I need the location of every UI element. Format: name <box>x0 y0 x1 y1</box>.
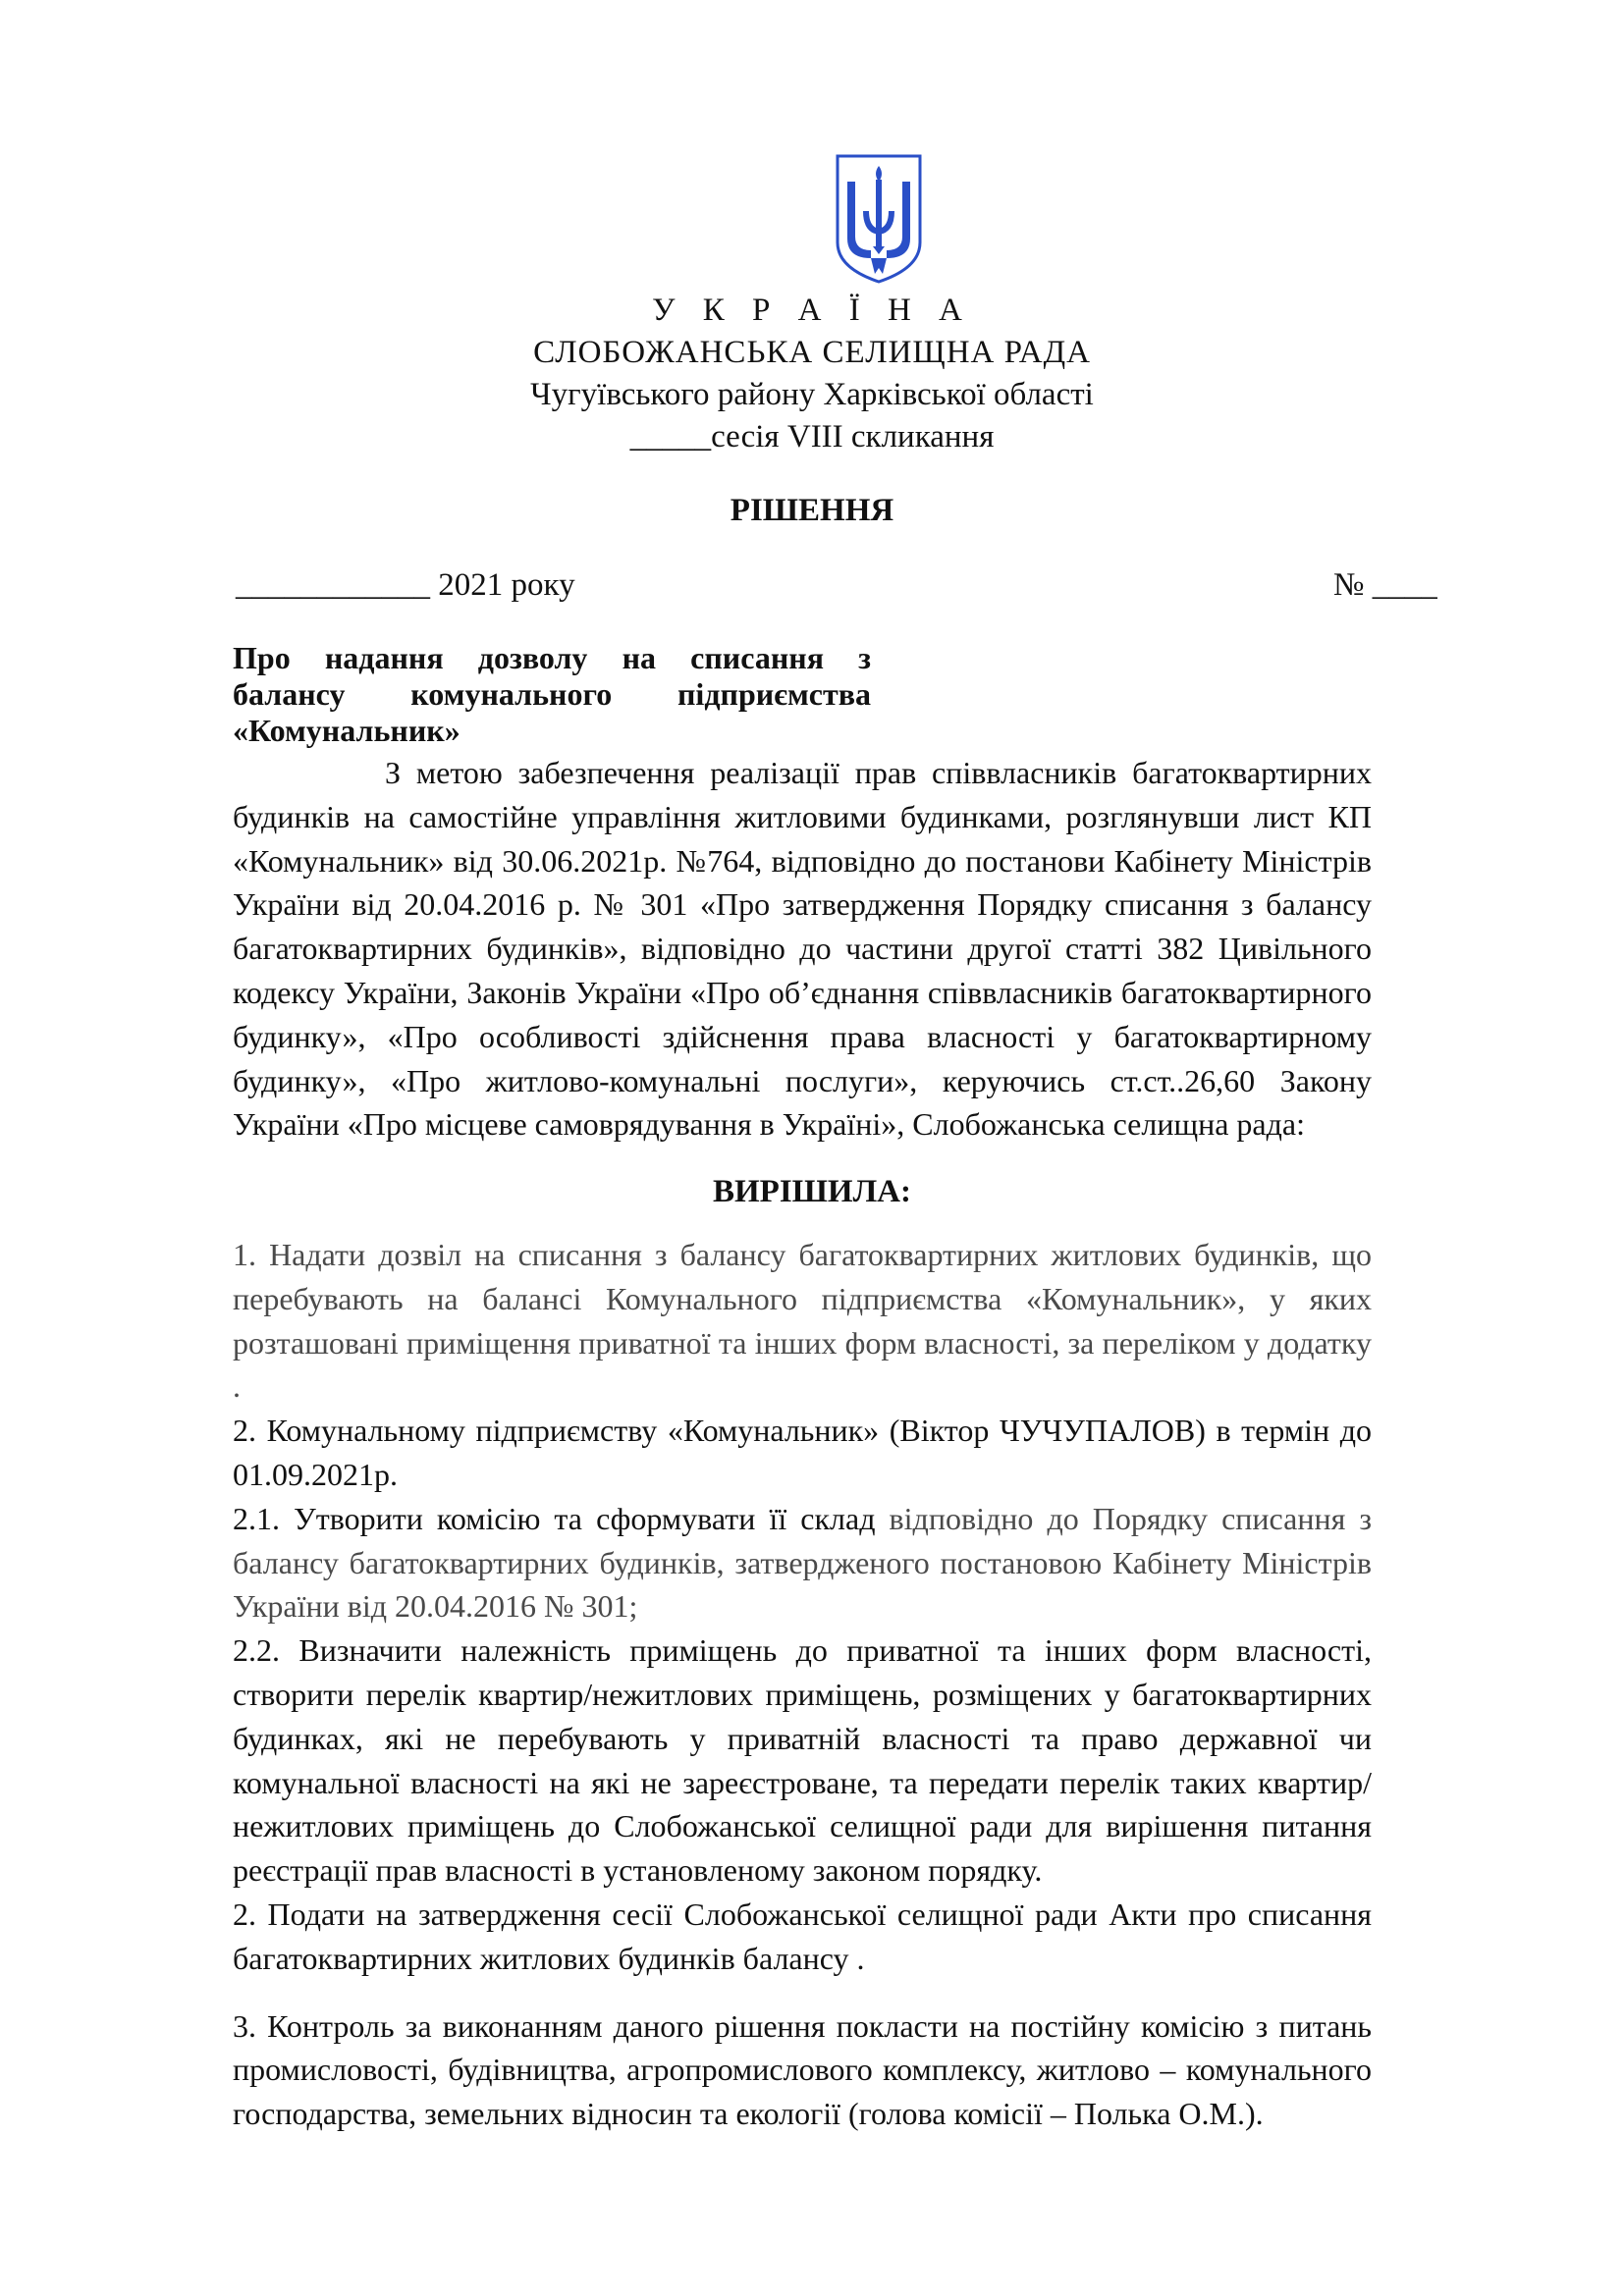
item-2-1 <box>233 1497 1372 1629</box>
subject-line-3: «Комунальник» <box>233 713 460 748</box>
session-line: _____сесія VIII скликання <box>629 419 995 454</box>
preamble-paragraph: З метою забезпечення реалізації прав співвласників багатоквартирних будинків на самостійне управління житловими будинками, розглянувши лист КП «Комунальник» від 30.06.2021р. №764, відповідно до постанови Кабінету Міністрів України від 20.04.2016 р. № 301 «Про затвердження Порядку списання з балансу багатоквартирних будинків», відповідно до частини другої статті 382 Цивільного кодексу України, Законів України «Про об’єднання співвласників багатоквартирного будинку», «Про особливості здійснення права власності у багатоквартирному будинку», «Про житлово-комунальні послуги», керуючись ст.ст..26,60 Закону України «Про місцеве самоврядування в Україні», Слобожанська селищна рада: <box>233 755 1372 1143</box>
subject-line-2: балансу комунального підприємства <box>233 676 871 712</box>
item-3: 3. Контроль за виконанням даного рішення покласти на постійну комісію з питань промисловості, будівництва, агропромислового комплексу, житлово – комунального господарства, земельних відносин та екології (голова комісії – Полька О.М.). <box>233 2007 1372 2132</box>
council-name: СЛОБОЖАНСЬКА СЕЛИЩНА РАДА <box>533 335 1091 370</box>
item-2-1-rest: відповідно до Порядку списання з балансу багатоквартирних будинків, затвердженого постановою Кабінету Міністрів України від 20.04.2016 № 301; <box>233 1500 1373 1625</box>
item-2-1-lead: 2.1. Утворити комісію та сформувати її склад <box>233 1500 876 1536</box>
decision-date: ____________ 2021 року <box>236 567 575 603</box>
item-1: 1. Надати дозвіл на списання з балансу багатоквартирних житлових будинків, що перебувають на балансі Комунального підприємства «Комунальник», у яких розташовані приміщення приватної та інших форм власності, за переліком у додатку . <box>233 1237 1372 1405</box>
item-2-3: 2. Подати на затвердження сесії Слобожанської селищної ради Акти про списання багатоквартирних житлових будинків балансу . <box>233 1896 1372 1976</box>
item-2: 2. Комунальному підприємству «Комунальник» (Віктор ЧУЧУПАЛОВ) в термін до 01.09.2021р. <box>233 1413 1372 1492</box>
country-name: У К Р А Ї Н А <box>652 293 972 328</box>
tryzub-coat-of-arms-icon <box>834 152 924 286</box>
subject-line-1: Про надання дозволу на списання з <box>233 640 871 675</box>
document-type-title: РІШЕННЯ <box>730 493 894 528</box>
decision-items <box>233 1233 1372 2136</box>
district-name: Чугуївського району Харківської області <box>530 377 1094 412</box>
decision-subject <box>233 640 871 749</box>
decision-number: № ____ <box>1333 567 1437 603</box>
item-2-2: 2.2. Визначити належність приміщень до приватної та інших форм власності, створити перелік квартир/нежитлових приміщень, розміщених у багатоквартирних будинках, які не перебувають у приватній власності та право державної чи комунальної власності на які не зареєстроване, та передати перелік таких квартир/нежитлових приміщень до Слобожанської селищної ради для вирішення питання реєстрації прав власності в установленому законом порядку. <box>233 1632 1372 1889</box>
decided-heading: ВИРІШИЛА: <box>713 1174 911 1209</box>
